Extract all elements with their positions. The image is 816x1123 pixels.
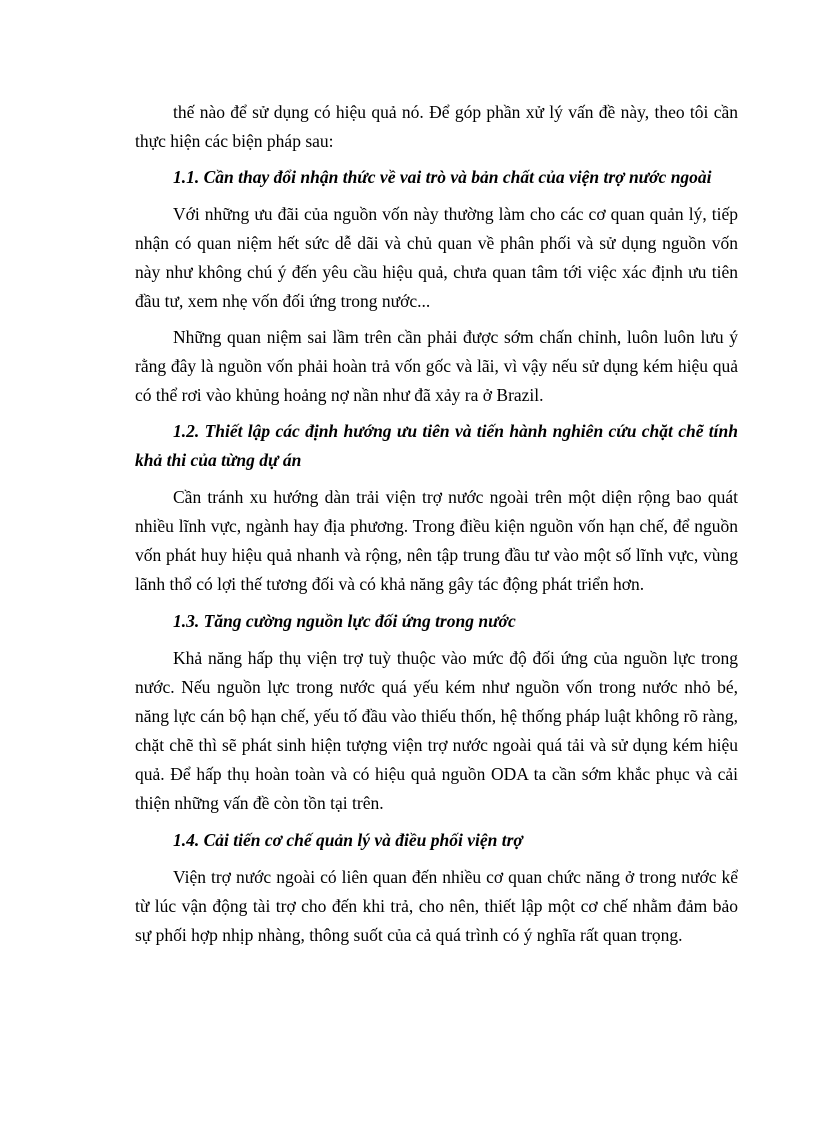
- paragraph-section-1-2: Cần tránh xu hướng dàn trải viện trợ nước ngoài trên một diện rộng bao quát nhiều lĩnh vực, ngành hay địa phương. Trong điều kiện nguồn vốn hạn chế, để nguồn vốn phát huy hiệu quả nhanh và rộng, nên tập trung đầu tư vào một số lĩnh vực, vùng lãnh thổ có lợi thế tương đối và có khả năng gây tác động phát triển hơn.: [135, 487, 738, 594]
- paragraph-section-1-1-b: Những quan niệm sai lầm trên cần phải được sớm chấn chỉnh, luôn luôn lưu ý rằng đây là nguồn vốn phải hoàn trả vốn gốc và lãi, vì vậy nếu sử dụng kém hiệu quả có thể rơi vào khủng hoảng nợ nần như đã xảy ra ở Brazil.: [135, 327, 738, 405]
- section-heading-1-4: 1.4. Cải tiến cơ chế quản lý và điều phối viện trợ: [173, 830, 523, 850]
- paragraph-section-1-3: Khả năng hấp thụ viện trợ tuỳ thuộc vào mức độ đối ứng của nguồn lực trong nước. Nếu nguồn lực trong nước quá yếu kém như nguồn vốn trong nước nhỏ bé, năng lực cán bộ hạn chế, yếu tố đầu vào thiếu thốn, hệ thống pháp luật không rõ ràng, chặt chẽ thì sẽ phát sinh hiện tượng viện trợ nước ngoài quá tải và sử dụng kém hiệu quả. Để hấp thụ hoàn toàn và có hiệu quả nguồn ODA ta cần sớm khắc phục và cải thiện những vấn đề còn tồn tại trên.: [135, 648, 738, 813]
- section-heading-1-2: 1.2. Thiết lập các định hướng ưu tiên và tiến hành nghiên cứu chặt chẽ tính khả thi của từng dự án: [135, 421, 738, 470]
- section-heading-1-3: 1.3. Tăng cường nguồn lực đối ứng trong nước: [173, 611, 516, 631]
- paragraph-intro: thế nào để sử dụng có hiệu quả nó. Để góp phần xử lý vấn đề này, theo tôi cần thực hiện các biện pháp sau:: [135, 102, 738, 151]
- paragraph-section-1-4: Viện trợ nước ngoài có liên quan đến nhiều cơ quan chức năng ở trong nước kể từ lúc vận động tài trợ cho đến khi trả, cho nên, thiết lập một cơ chế nhằm đảm bảo sự phối hợp nhịp nhàng, thông suốt của cả quá trình có ý nghĩa rất quan trọng.: [135, 867, 738, 945]
- document-body: [135, 98, 738, 950]
- paragraph-section-1-1-a: Với những ưu đãi của nguồn vốn này thường làm cho các cơ quan quản lý, tiếp nhận có quan niệm hết sức dễ dãi và chủ quan về phân phối và sử dụng nguồn vốn này như không chú ý đến yêu cầu hiệu quả, chưa quan tâm tới việc xác định ưu tiên đầu tư, xem nhẹ vốn đối ứng trong nước...: [135, 204, 738, 311]
- section-heading-1-1: 1.1. Cần thay đổi nhận thức về vai trò và bản chất của viện trợ nước ngoài: [173, 167, 712, 187]
